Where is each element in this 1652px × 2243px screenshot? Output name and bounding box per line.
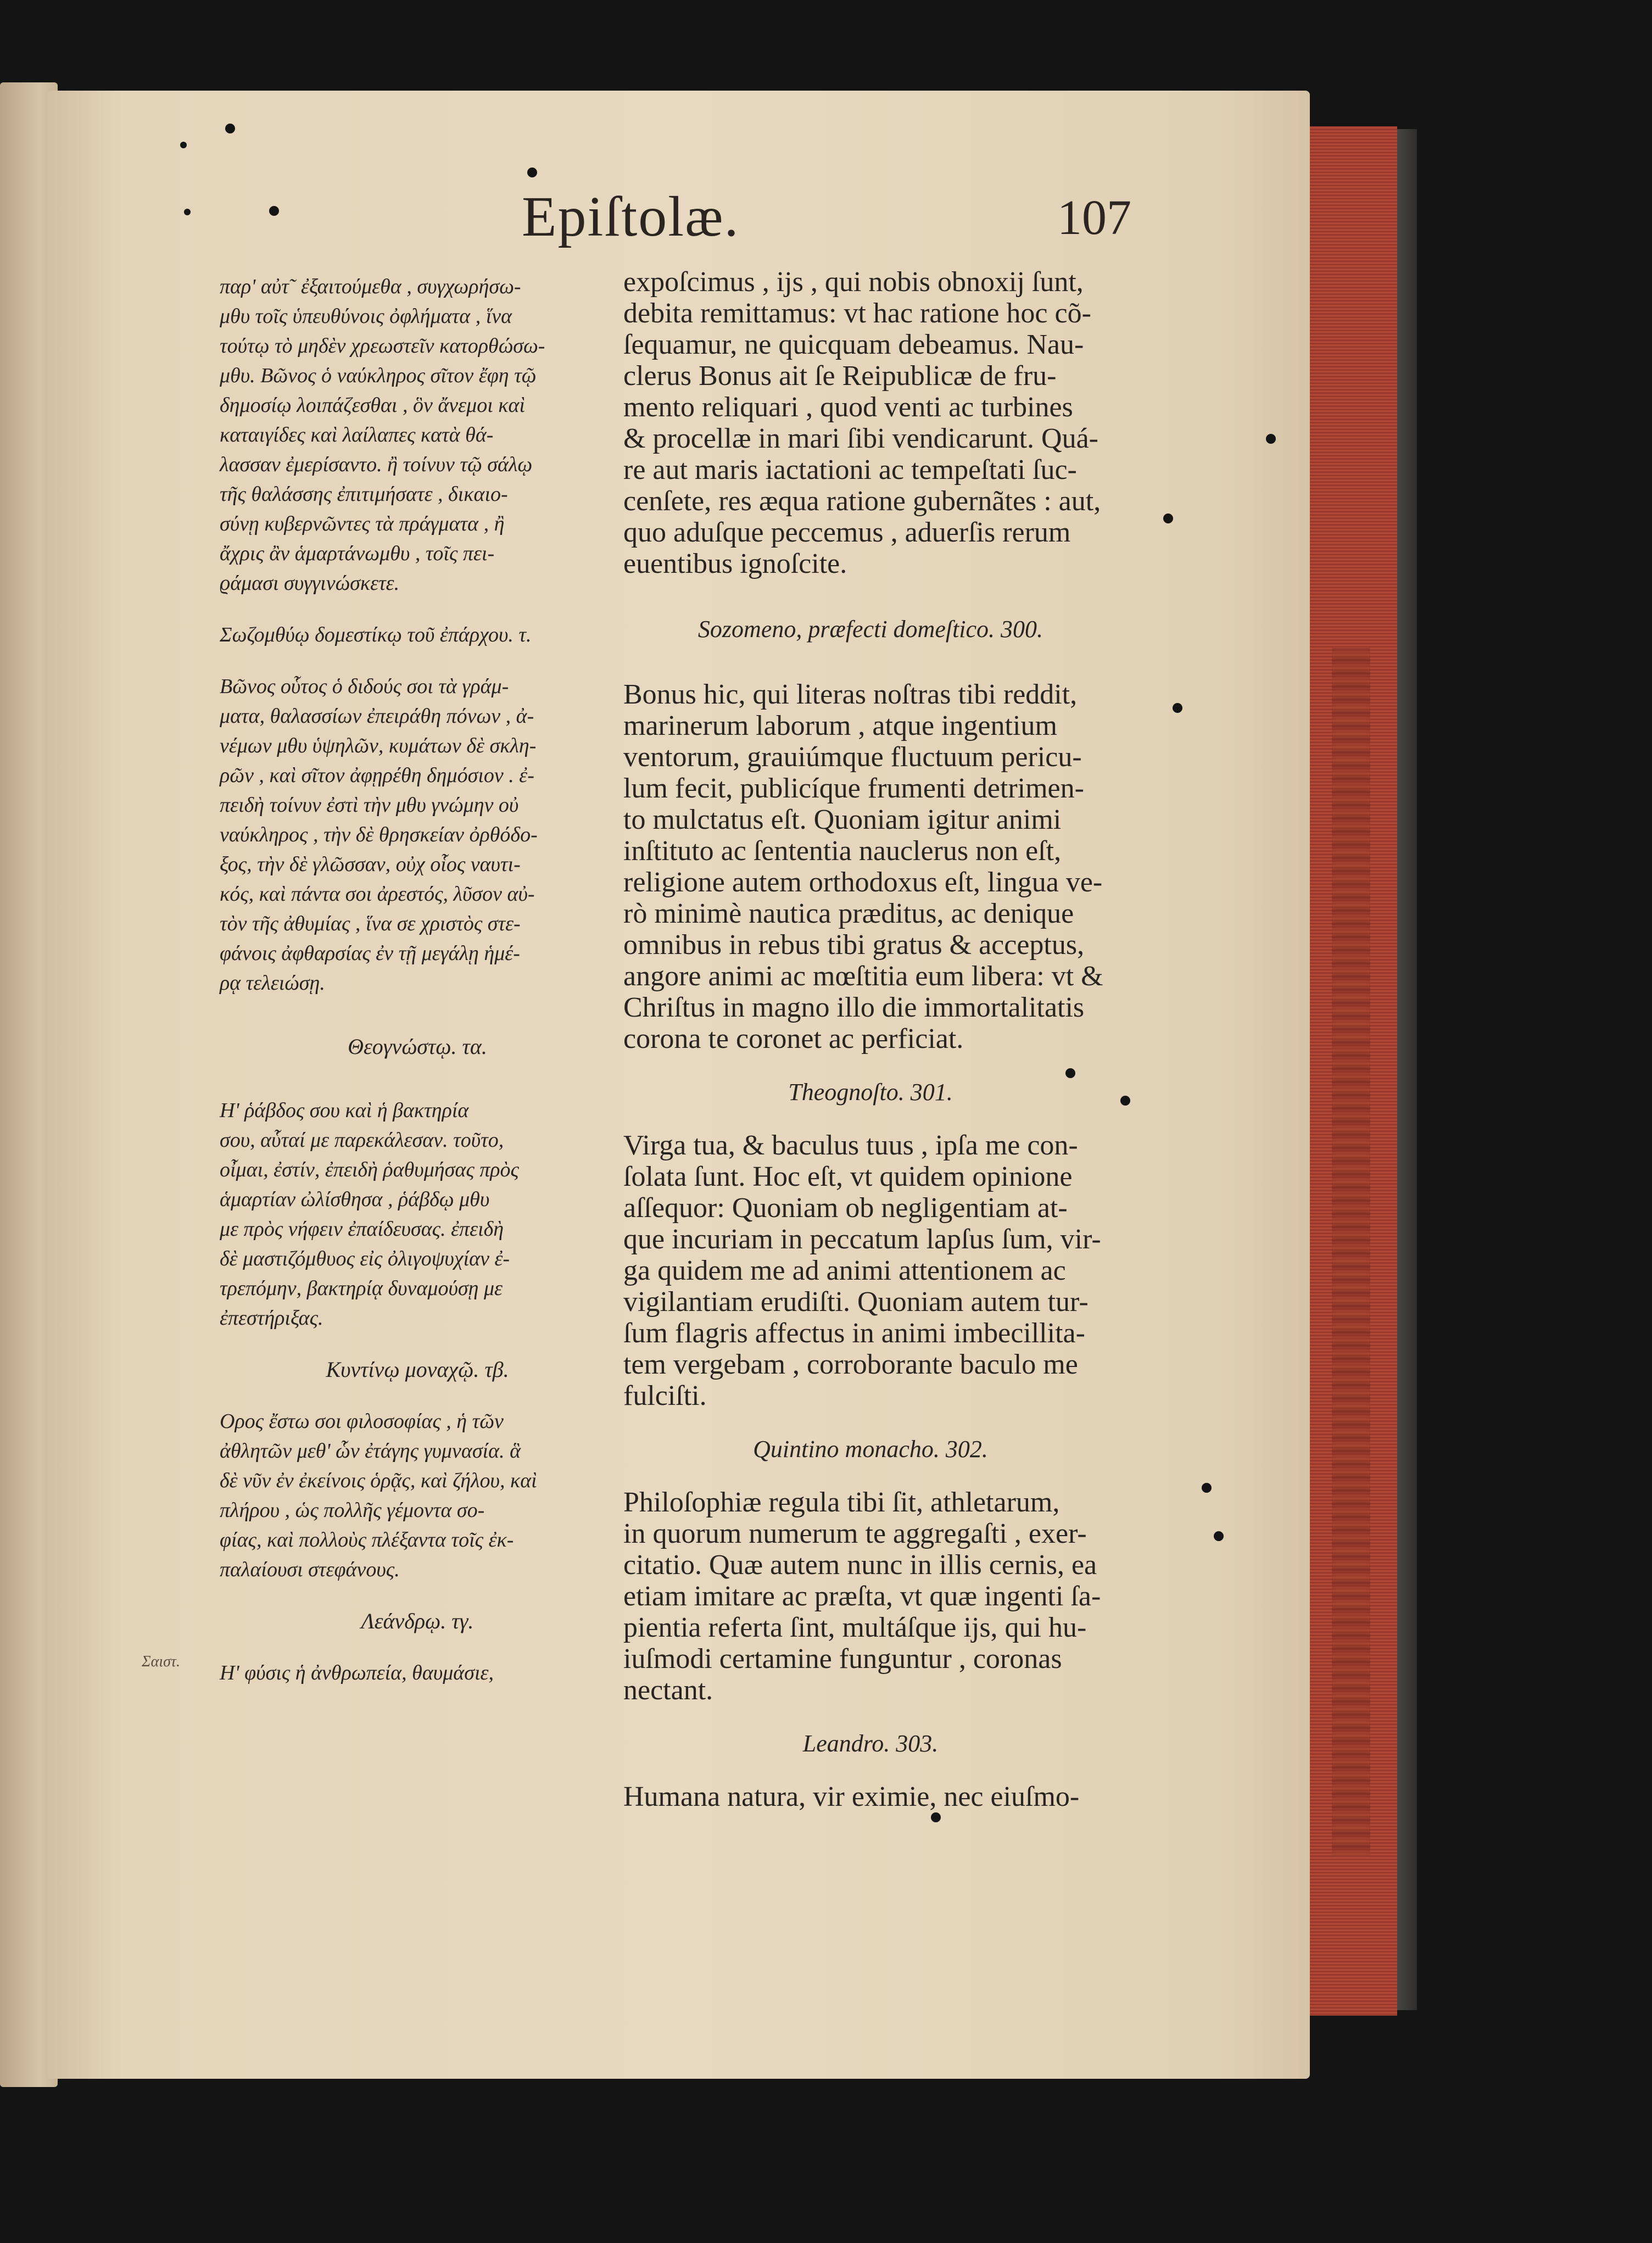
text-line: mento reliquari , quod venti ac turbines bbox=[623, 392, 1073, 423]
text-line: ga quidem me ad animi attentionem ac bbox=[623, 1255, 1066, 1286]
text-line: μθυ. Βῶνος ὁ ναύκληρος σῖτον ἔφη τῷ bbox=[220, 364, 537, 387]
latin-column bbox=[623, 266, 1118, 1812]
text-line: ἐπεστήριξας. bbox=[220, 1307, 323, 1330]
text-line: to mulctatus eſt. Quoniam igitur animi bbox=[623, 804, 1062, 835]
text-line: cenſete, res æqua ratione gubernãtes : aut, bbox=[623, 486, 1101, 517]
text-line: Βῶνος οὗτος ὁ διδούς σοι τὰ γράμ- bbox=[220, 675, 509, 698]
letter-heading: Κυντίνῳ μοναχῷ. τβ. bbox=[326, 1357, 509, 1382]
text-line: ſequamur, ne quicquam debeamus. Nau- bbox=[623, 329, 1084, 360]
ink-dot bbox=[1266, 434, 1276, 444]
marbled-cover-strip bbox=[1332, 648, 1370, 1856]
text-line: παλαίουσι στεφάνους. bbox=[220, 1558, 400, 1581]
ink-dot bbox=[1120, 1096, 1130, 1106]
ink-dot bbox=[184, 209, 191, 215]
text-line: quo aduſque peccemus , aduerſis rerum bbox=[623, 517, 1071, 548]
text-line: ϱάμασι συγγινώσκετε. bbox=[220, 572, 400, 595]
text-line: τρεπόμην, βακτηρίᾳ δυναμούσῃ με bbox=[220, 1277, 503, 1300]
ink-dot bbox=[527, 168, 537, 177]
marginal-note: Ʃαιστ. bbox=[142, 1653, 180, 1670]
text-line: καταιγίδες καὶ λαίλαπες κατὰ θά- bbox=[220, 423, 494, 447]
text-line: ματα, θαλασσίων ἐπειράθη πόνων , ἀ- bbox=[220, 705, 534, 728]
text-line: φίας, καὶ πολλοὺς πλέξαντα τοῖς ἐκ- bbox=[220, 1528, 514, 1552]
ink-dot bbox=[1173, 703, 1182, 713]
text-line: iuſmodi certamine funguntur , coronas bbox=[623, 1643, 1062, 1675]
text-line: λασσαν ἐμερίσαντο. ἢ τοίνυν τῷ σάλῳ bbox=[220, 453, 533, 476]
ink-dot bbox=[1163, 514, 1173, 523]
text-line: ξος, τὴν δὲ γλῶσσαν, οὐχ οἷος ναυτι- bbox=[220, 853, 521, 876]
text-line: παρ' αὐτ῀ ἐξαιτούμεθα , συγχωρήσω- bbox=[220, 275, 521, 298]
text-line: ſum flagris affectus in animi imbecillita- bbox=[623, 1318, 1085, 1349]
text-line: marinerum laborum , atque ingentium bbox=[623, 710, 1057, 741]
letter-heading: Θεογνώστῳ. τα. bbox=[348, 1034, 487, 1059]
text-line: Virga tua, & baculus tuus , ipſa me con- bbox=[623, 1130, 1078, 1161]
text-line: δημοσίῳ λοιπάζεσθαι , ὃν ἄνεμοι καὶ bbox=[220, 394, 526, 417]
text-line: inſtituto ac ſententia nauclerus non eſt, bbox=[623, 835, 1062, 867]
text-line: aſſequor: Quoniam ob negligentiam at- bbox=[623, 1192, 1068, 1224]
text-line: nectant. bbox=[623, 1675, 713, 1706]
text-line: tem vergebam , corroborante baculo me bbox=[623, 1349, 1078, 1380]
ink-dot bbox=[1065, 1068, 1075, 1078]
text-line: ſolata ſunt. Hoc eſt, vt quidem opinione bbox=[623, 1161, 1073, 1192]
ink-dot bbox=[1214, 1531, 1224, 1541]
text-line: clerus Bonus ait ſe Reipublicæ de fru- bbox=[623, 360, 1057, 392]
text-line: τῆς θαλάσσης ἐπιτιμήσατε , δικαιο- bbox=[220, 483, 508, 506]
letter-heading: Sozomeno, præfecti domeſtico. 300. bbox=[697, 616, 1043, 643]
text-line: ἁμαρτίαν ὠλίσθησα , ῥάβδῳ μθυ bbox=[220, 1188, 490, 1211]
text-line: με πρὸς νήφειν ἐπαίδευσας. ἐπειδὴ bbox=[220, 1218, 504, 1241]
text-line: δὲ νῦν ἐν ἐκείνοις ὁρᾷς, καὶ ζήλου, καὶ bbox=[220, 1469, 537, 1492]
letter-heading: Theognoſto. 301. bbox=[788, 1079, 953, 1106]
text-line: κός, καὶ πάντα σοι ἀρεστός, λῦσον αὐ- bbox=[220, 883, 535, 906]
text-line: μθυ τοῖς ὑπευθύνοις ὀφλήματα , ἵνα bbox=[220, 305, 512, 328]
text-line: ἀθλητῶν μεθ' ὧν ἐτάγης γυμνασία. ἃ bbox=[220, 1439, 521, 1463]
text-line: ρῶν , καὶ σῖτον ἀφῃρέθη δημόσιον . ἐ- bbox=[220, 764, 534, 787]
text-line: rò minimè nautica præditus, ac denique bbox=[623, 898, 1074, 929]
text-line: corona te coronet ac perficiat. bbox=[623, 1023, 964, 1054]
text-line: Ορος ἔστω σοι φιλοσοφίας , ἡ τῶν bbox=[220, 1410, 504, 1433]
text-line: οἶμαι, ἐστίν, ἐπειδὴ ῥαθυμήσας πρὸς bbox=[220, 1158, 519, 1181]
text-line: φάνοις ἀφθαρσίας ἐν τῇ μεγάλῃ ἡμέ- bbox=[220, 942, 520, 965]
ink-dot bbox=[180, 142, 187, 148]
text-line: ἄχρις ἂν ἁμαρτάνωμθυ , τοῖς πει- bbox=[220, 542, 495, 565]
text-line: τούτῳ τὸ μηδὲν χρεωστεῖν κατορθώσω- bbox=[220, 334, 545, 358]
text-line: que incuriam in peccatum lapſus ſum, vir- bbox=[623, 1224, 1101, 1255]
text-line: σου, αὗταί με παρεκάλεσαν. τοῦτο, bbox=[220, 1129, 504, 1152]
text-line: νέμων μθυ ὑψηλῶν, κυμάτων δὲ σκλη- bbox=[220, 734, 537, 757]
text-line: lum fecit, publicíque frumenti detrimen- bbox=[623, 773, 1084, 804]
text-line: citatio. Quæ autem nunc in illis cernis, ea bbox=[623, 1549, 1097, 1581]
ink-dot bbox=[931, 1812, 941, 1822]
text-line: in quorum numerum te aggregaſti , exer- bbox=[623, 1518, 1087, 1549]
running-header bbox=[516, 184, 1131, 261]
letter-heading: Σωζομθύῳ δομεστίκῳ τοῦ ἐπάρχου. τ. bbox=[220, 623, 532, 646]
text-line: euentibus ignoſcite. bbox=[623, 548, 847, 579]
text-line: τὸν τῆς ἀθυμίας , ἵνα σε χριστὸς στε- bbox=[220, 912, 521, 935]
greek-column bbox=[220, 272, 615, 1688]
text-line: Chriſtus in magno illo die immortalitatis bbox=[623, 992, 1085, 1023]
page-number: 107 bbox=[1057, 191, 1131, 245]
letter-heading: Λεάνδρῳ. τγ. bbox=[361, 1609, 474, 1633]
text-line: ventorum, grauiúmque fluctuum pericu- bbox=[623, 741, 1082, 773]
ink-dot bbox=[269, 206, 279, 216]
text-line: πειδὴ τοίνυν ἐστὶ τὴν μθυ γνώμην οὐ bbox=[220, 794, 519, 817]
letter-heading: Quintino monacho. 302. bbox=[753, 1436, 988, 1463]
text-line: re aut maris iactationi ac tempeſtati ſuc- bbox=[623, 454, 1077, 486]
text-line: vigilantiam erudiſti. Quoniam autem tur- bbox=[623, 1286, 1089, 1318]
text-line: Ηʹ ῥάβδος σου καὶ ἡ βακτηρία bbox=[220, 1099, 469, 1122]
text-line: πλήρου , ὡς πολλῆς γέμοντα σο- bbox=[220, 1499, 485, 1522]
letter-heading: Leandro. 303. bbox=[802, 1730, 939, 1757]
text-line: δὲ μαστιζόμθυος εἰς ὀλιγοψυχίαν ἐ- bbox=[220, 1247, 510, 1270]
text-line: omnibus in rebus tibi gratus & acceptus, bbox=[623, 929, 1085, 961]
text-line: fulciſti. bbox=[623, 1380, 707, 1411]
text-line: debita remittamus: vt hac ratione hoc cõ- bbox=[623, 298, 1091, 329]
text-line: Philoſophiæ regula tibi ſit, athletarum, bbox=[623, 1487, 1060, 1518]
text-line: ναύκληρος , τὴν δὲ θρησκείαν ὀρθόδο- bbox=[220, 823, 538, 846]
text-line: & procellæ in mari ſibi vendicarunt. Quá- bbox=[623, 423, 1098, 454]
text-line: Bonus hic, qui literas noſtras tibi reddit, bbox=[623, 679, 1078, 710]
text-line: expoſcimus , ijs , qui nobis obnoxij ſunt, bbox=[623, 266, 1084, 298]
text-line: Ηʹ φύσις ἡ ἀνθρωπεία, θαυμάσιε, bbox=[220, 1661, 494, 1684]
ink-dot bbox=[225, 124, 235, 133]
text-line: σύνῃ κυβερνῶντες τὰ πράγματα , ἢ bbox=[220, 512, 505, 535]
page-title: Epiſtolæ. bbox=[522, 185, 740, 248]
text-line: angore animi ac mœſtitia eum libera: vt & bbox=[623, 961, 1103, 992]
text-line: etiam imitare ac præſta, vt quæ ingenti ſa- bbox=[623, 1581, 1101, 1612]
text-line: religione autem orthodoxus eſt, lingua ve- bbox=[623, 867, 1103, 898]
text-line: Humana natura, vir eximie, nec eiuſmo- bbox=[623, 1781, 1080, 1812]
text-line: ρᾳ τελειώσῃ. bbox=[220, 972, 325, 995]
text-line: pientia referta ſint, multáſque ijs, qui hu- bbox=[623, 1612, 1087, 1643]
ink-dot bbox=[1202, 1483, 1212, 1493]
